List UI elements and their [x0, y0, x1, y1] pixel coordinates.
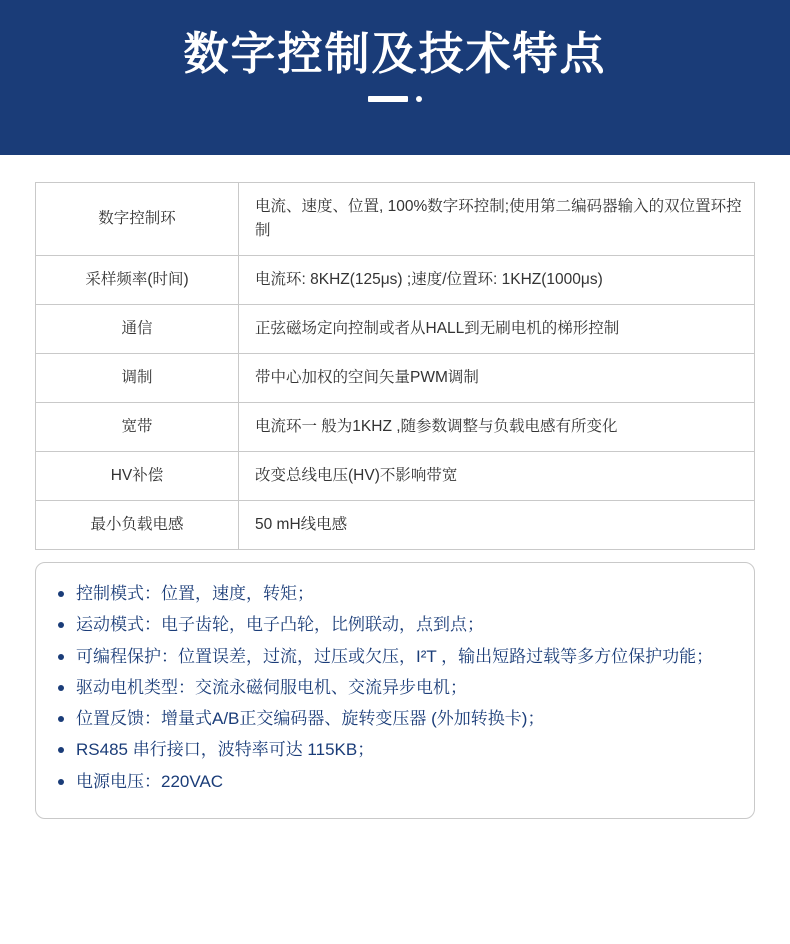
list-item: RS485 串行接口，波特率可达 115KB；: [54, 735, 736, 764]
spec-value: 电流、速度、位置, 100%数字环控制;使用第二编码器输入的双位置环控制: [239, 183, 755, 256]
spec-value: 改变总线电压(HV)不影响带宽: [239, 452, 755, 501]
table-row: [36, 403, 755, 452]
spec-table-container: [35, 182, 755, 550]
table-row: [36, 354, 755, 403]
list-item: 电源电压：220VAC: [54, 767, 736, 796]
spec-label: 采样频率(时间): [36, 256, 239, 305]
spec-table: [35, 182, 755, 550]
divider-dash: [368, 96, 408, 102]
list-item: 位置反馈：增量式A/B正交编码器、旋转变压器 (外加转换卡)；: [54, 704, 736, 733]
spec-value: 电流环: 8KHZ(125μs) ;速度/位置环: 1KHZ(1000μs): [239, 256, 755, 305]
table-row: [36, 256, 755, 305]
spec-label: 通信: [36, 305, 239, 354]
list-item: 控制模式：位置，速度，转矩；: [54, 579, 736, 608]
spec-label: 数字控制环: [36, 183, 239, 256]
spec-value: 50 mH线电感: [239, 501, 755, 550]
spec-label: 宽带: [36, 403, 239, 452]
page-title: 数字控制及技术特点: [183, 28, 607, 79]
spec-value: 正弦磁场定向控制或者从HALL到无刷电机的梯形控制: [239, 305, 755, 354]
features-box: [35, 562, 755, 819]
table-row: [36, 305, 755, 354]
table-row: [36, 183, 755, 256]
dash-dot-divider-icon: [368, 96, 422, 102]
features-list: [54, 579, 736, 796]
header-banner: [0, 0, 790, 155]
list-item: 运动模式：电子齿轮，电子凸轮，比例联动，点到点；: [54, 610, 736, 639]
table-row: [36, 501, 755, 550]
spec-label: 最小负载电感: [36, 501, 239, 550]
spec-label: 调制: [36, 354, 239, 403]
divider-dot: [416, 96, 422, 102]
spec-label: HV补偿: [36, 452, 239, 501]
list-item: 可编程保护：位置误差，过流，过压或欠压，I²T ，输出短路过载等多方位保护功能；: [54, 642, 736, 671]
spec-value: 带中心加权的空间矢量PWM调制: [239, 354, 755, 403]
table-row: [36, 452, 755, 501]
spec-value: 电流环一 般为1KHZ ,随参数调整与负载电感有所变化: [239, 403, 755, 452]
list-item: 驱动电机类型：交流永磁伺服电机、交流异步电机；: [54, 673, 736, 702]
